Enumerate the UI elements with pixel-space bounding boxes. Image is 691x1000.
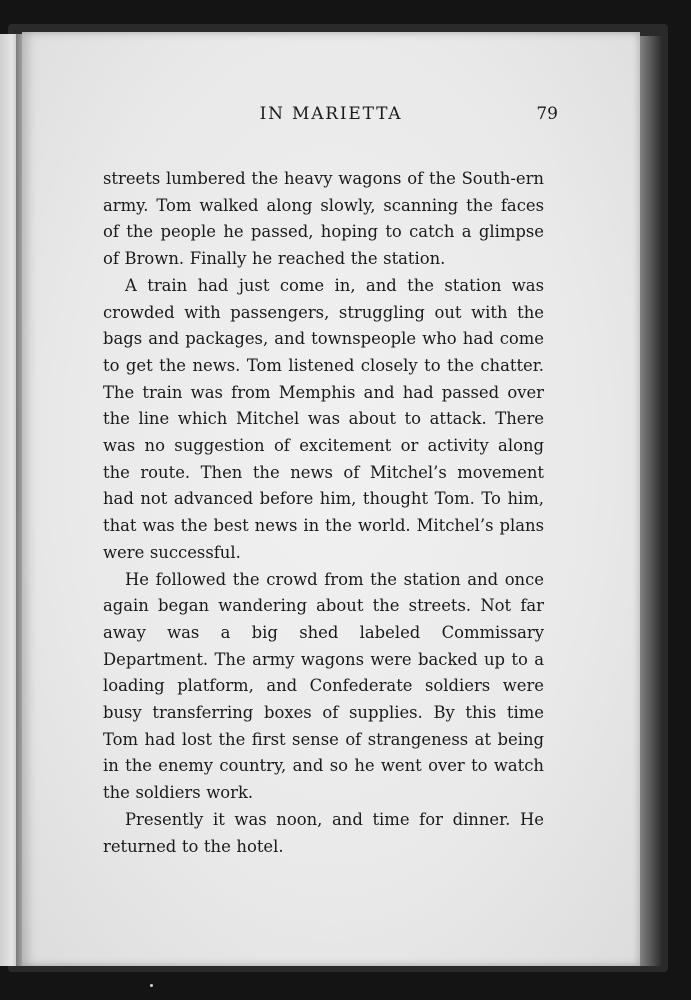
paragraph-3: He followed the crowd from the station and once again began wandering about the streets. Not far away was a big shed labeled Commissary Department. The army wagons were backed up to a loading platform, and Confederate soldiers were busy transferring boxes of supplies. By this time Tom had lost the first sense of strangeness at being in the enemy country, and so he went over to watch the soldiers work. [103,569,544,803]
page-text [103,166,544,860]
running-head [22,104,640,130]
book-page [22,32,640,966]
paragraph-4: Presently it was noon, and time for dinner. He returned to the hotel. [103,809,544,856]
running-title: IN MARIETTA [259,104,403,124]
dust-speck [150,984,153,987]
paragraph-2: A train had just come in, and the station was crowded with passengers, struggling out with the bags and packages, and townspeople who had come to get the news. Tom listened closely to the chatter. The train was from Memphis and had passed over the line which Mitchel was about to attack. There was no suggestion of excitement or activity along the route. Then the news of Mitchel’s movement had not advanced before him, thought Tom. To him, that was the best news in the world. Mitchel’s plans were successful. [103,275,544,562]
paragraph-1: streets lumbered the heavy wagons of the South-ern army. Tom walked along slowly, scanning the faces of the people he passed, hoping to catch a glimpse of Brown. Finally he reached the station. [103,169,544,269]
page-number: 79 [536,104,558,124]
